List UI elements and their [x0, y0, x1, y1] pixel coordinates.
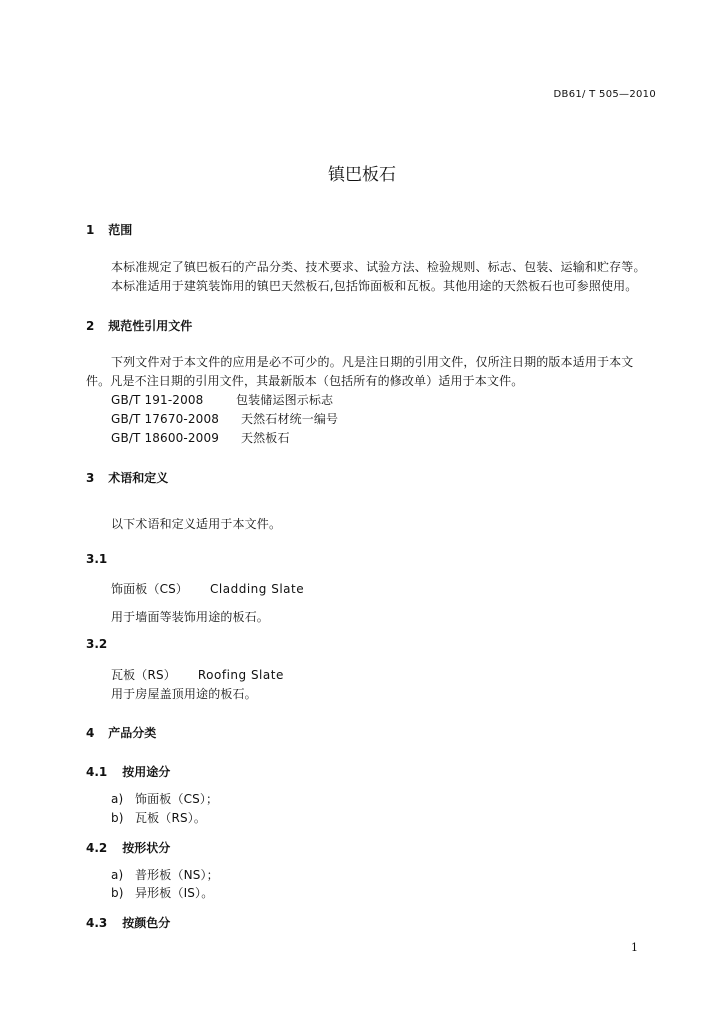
subsection-4-1-heading	[86, 763, 170, 780]
subsection-number: 4.1	[86, 765, 108, 779]
term-chinese: 饰面板（CS）	[111, 582, 189, 596]
list-text: 普形板（NS）；	[135, 868, 219, 882]
section-3-heading	[86, 469, 168, 486]
reference-code: GB/T 191-2008	[111, 393, 204, 407]
list-item	[111, 866, 219, 883]
page-number: 1	[631, 941, 638, 954]
list-label: a)	[111, 792, 124, 806]
subsection-title: 按形状分	[122, 841, 171, 855]
reference-code: GB/T 17670-2008	[111, 412, 220, 426]
reference-name: 天然石材统一编号	[241, 412, 339, 426]
section-number: 1	[86, 223, 95, 237]
term-3-2	[111, 666, 284, 683]
reference-code: GB/T 18600-2009	[111, 431, 220, 445]
section-title: 范围	[108, 223, 133, 237]
section-number: 2	[86, 319, 95, 333]
list-text: 异形板（IS）。	[135, 886, 214, 900]
standard-number: DB61/ T 505—2010	[553, 89, 656, 100]
section-2-heading	[86, 317, 192, 334]
subsection-number: 4.2	[86, 841, 108, 855]
term-chinese: 瓦板（RS）	[111, 668, 176, 682]
section-1-paragraph-2: 本标准适用于建筑装饰用的镇巴天然板石,包括饰面板和瓦板。其他用途的天然板石也可参照使用。	[111, 279, 638, 293]
reference-item	[111, 410, 338, 427]
term-english: Roofing Slate	[197, 668, 284, 682]
section-title: 术语和定义	[108, 471, 169, 485]
section-4-heading	[86, 724, 156, 741]
term-3-2-definition: 用于房屋盖顶用途的板石。	[111, 687, 257, 701]
section-number: 3	[86, 471, 95, 485]
list-text: 饰面板（CS）；	[135, 792, 219, 806]
list-text: 瓦板（RS）。	[135, 811, 207, 825]
reference-item	[111, 429, 290, 446]
list-item	[111, 884, 213, 901]
term-english: Cladding Slate	[210, 582, 305, 596]
term-3-1	[111, 580, 304, 597]
section-title: 产品分类	[108, 726, 157, 740]
list-item	[111, 809, 206, 826]
section-3-intro: 以下术语和定义适用于本文件。	[111, 517, 282, 531]
subsection-3-1-number: 3.1	[86, 552, 108, 566]
list-item	[111, 790, 218, 807]
subsection-title: 按颜色分	[122, 916, 171, 930]
reference-item	[111, 391, 333, 408]
reference-name: 天然板石	[241, 431, 290, 445]
subsection-title: 按用途分	[122, 765, 171, 779]
subsection-4-2-heading	[86, 839, 170, 856]
subsection-4-3-heading	[86, 914, 170, 931]
subsection-number: 4.3	[86, 916, 108, 930]
term-3-1-definition: 用于墙面等装饰用途的板石。	[111, 610, 269, 624]
list-label: b)	[111, 811, 124, 825]
section-number: 4	[86, 726, 95, 740]
section-1-paragraph-1: 本标准规定了镇巴板石的产品分类、技术要求、试验方法、检验规则、标志、包装、运输和贮存等。	[111, 260, 646, 274]
list-label: b)	[111, 886, 124, 900]
section-2-paragraph-line-1: 下列文件对于本文件的应用是必不可少的。凡是注日期的引用文件，仅所注日期的版本适用于本文	[111, 355, 634, 369]
list-label: a)	[111, 868, 124, 882]
subsection-3-2-number: 3.2	[86, 637, 108, 651]
document-title: 镇巴板石	[328, 165, 396, 185]
section-2-paragraph-line-2: 件。凡是不注日期的引用文件，其最新版本（包括所有的修改单）适用于本文件。	[86, 374, 524, 388]
section-title: 规范性引用文件	[108, 319, 193, 333]
reference-name: 包装储运图示标志	[236, 393, 334, 407]
section-1-heading	[86, 221, 132, 238]
